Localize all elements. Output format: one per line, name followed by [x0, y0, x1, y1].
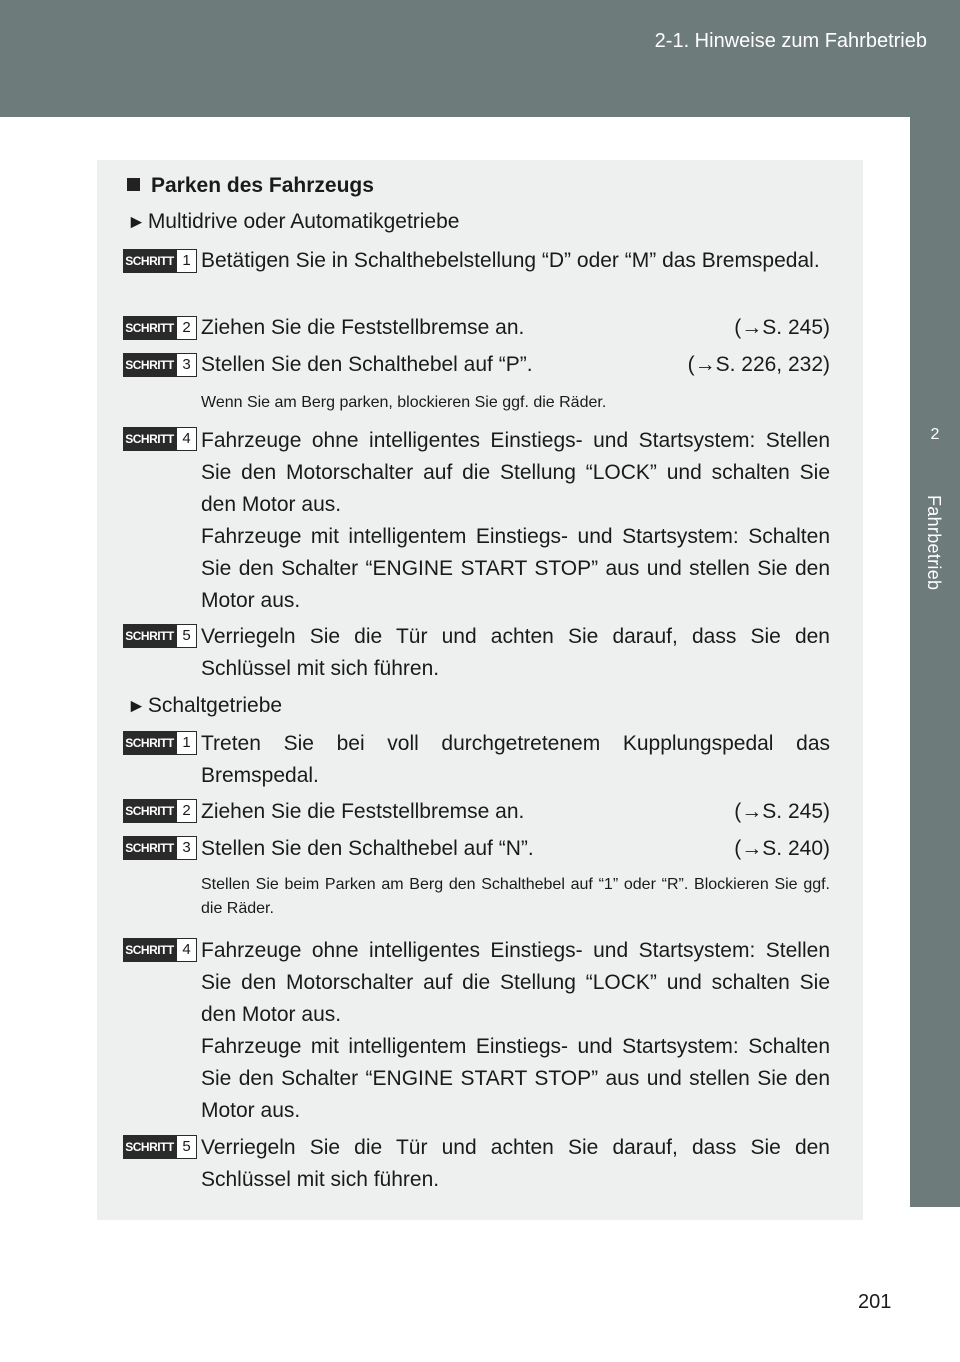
step-badge: SCHRITT 5	[123, 1135, 197, 1159]
step-note: Wenn Sie am Berg parken, blockieren Sie ggf. die Räder.	[201, 394, 607, 411]
subheading-manual	[127, 694, 282, 718]
triangle-right-icon: ►	[127, 212, 146, 233]
page-reference: (→S. 245)	[734, 316, 830, 339]
page-reference: (→S. 226, 232)	[687, 353, 830, 376]
chapter-label: Fahrbetrieb	[924, 495, 944, 591]
step-badge: SCHRITT 3	[123, 353, 197, 377]
page-header	[0, 0, 960, 117]
step-text: Stellen Sie den Schalthebel auf “N”. (→S. 240)	[201, 833, 830, 865]
step-text: Ziehen Sie die Feststellbremse an. (→S. 245)	[201, 796, 830, 828]
chapter-number: 2	[930, 426, 940, 443]
step-text: Fahrzeuge ohne intelligentes Einstiegs- und Startsystem: Stellen Sie den Motorschalter auf die Stellung “LOCK” und schalten Sie den Motor aus. Fahrzeuge mit intelligentem Einstiegs- und Startsystem: Schalten Sie den Schalter “ENGINE START STOP” aus und stellen Sie den Motor aus.	[201, 429, 830, 612]
chapter-side-tab	[910, 117, 960, 1207]
triangle-right-icon: ►	[127, 696, 146, 717]
subheading-manual-text: Schaltgetriebe	[147, 694, 283, 717]
step-badge: SCHRITT 1	[123, 731, 197, 755]
step-badge: SCHRITT 2	[123, 316, 197, 340]
step-text: Verriegeln Sie die Tür und achten Sie darauf, dass Sie den Schlüssel mit sich führen.	[201, 625, 830, 680]
step-badge: SCHRITT 4	[123, 427, 197, 451]
step-text: Treten Sie bei voll durchgetretenem Kupplungspedal das Bremspedal.	[201, 732, 830, 787]
section-title-text: Parken des Fahrzeugs	[151, 174, 374, 197]
page-reference: (→S. 245)	[734, 800, 830, 823]
step-text: Fahrzeuge ohne intelligentes Einstiegs- und Startsystem: Stellen Sie den Motorschalter auf die Stellung “LOCK” und schalten Sie den Motor aus. Fahrzeuge mit intelligentem Einstiegs- und Startsystem: Schalten Sie den Schalter “ENGINE START STOP” aus und stellen Sie den Motor aus.	[201, 939, 830, 1122]
section-header-title: 2-1. Hinweise zum Fahrbetrieb	[654, 30, 927, 52]
step-note: Stellen Sie beim Parken am Berg den Schalthebel auf “1” oder “R”. Blockieren Sie ggf. die Räder.	[201, 876, 830, 917]
step-badge: SCHRITT 1	[123, 249, 197, 273]
step-badge: SCHRITT 4	[123, 938, 197, 962]
subheading-automatic-text: Multidrive oder Automatikgetriebe	[147, 210, 460, 233]
step-badge: SCHRITT 5	[123, 624, 197, 648]
step-text: Betätigen Sie in Schalthebelstellung “D” oder “M” das Bremspedal.	[201, 249, 820, 272]
page-number: 201	[858, 1291, 892, 1313]
page-reference: (→S. 240)	[734, 837, 830, 860]
subheading-automatic	[127, 210, 459, 234]
step-badge: SCHRITT 2	[123, 799, 197, 823]
section-title	[127, 174, 374, 198]
step-text: Stellen Sie den Schalthebel auf “P”. (→S. 226, 232)	[201, 349, 830, 381]
square-bullet-icon	[127, 178, 140, 191]
step-text: Ziehen Sie die Feststellbremse an. (→S. 245)	[201, 312, 830, 344]
step-text: Verriegeln Sie die Tür und achten Sie darauf, dass Sie den Schlüssel mit sich führen.	[201, 1136, 830, 1191]
step-badge: SCHRITT 3	[123, 836, 197, 860]
